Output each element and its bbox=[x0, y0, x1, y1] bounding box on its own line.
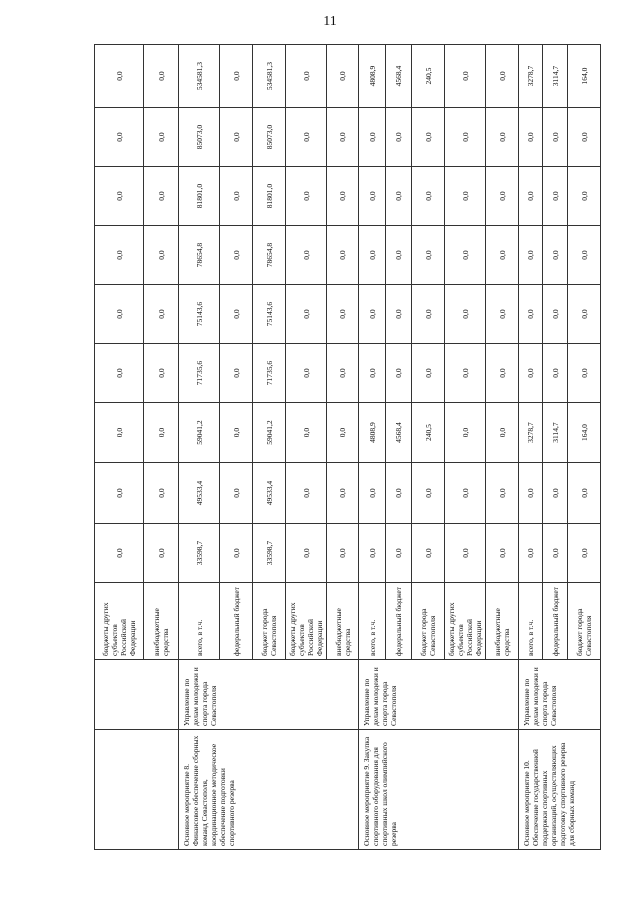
value-cell: 0,0 bbox=[327, 524, 359, 583]
funding-source-cell: внебюджетные средства bbox=[327, 583, 359, 660]
value-cell: 0,0 bbox=[144, 226, 179, 285]
funding-source-cell: бюджет города Севастополя bbox=[253, 583, 286, 660]
value-cell: 0,0 bbox=[386, 108, 412, 167]
value-cell: 33598,7 bbox=[253, 524, 286, 583]
value-cell: 0,0 bbox=[445, 167, 486, 226]
total-value-cell: 0,0 bbox=[95, 45, 144, 108]
value-cell: 0,0 bbox=[286, 167, 327, 226]
value-cell: 0,0 bbox=[445, 463, 486, 524]
total-value-cell: 3114,7 bbox=[543, 45, 568, 108]
value-cell: 0,0 bbox=[445, 108, 486, 167]
value-cell: 0,0 bbox=[144, 463, 179, 524]
value-cell: 0,0 bbox=[327, 344, 359, 403]
value-cell: 0,0 bbox=[519, 285, 543, 344]
responsible-cell: Управление по делам молодежи и спорта города Севастополя bbox=[179, 660, 359, 730]
table-row bbox=[95, 45, 144, 850]
value-cell: 0,0 bbox=[543, 167, 568, 226]
value-cell: 0,0 bbox=[286, 108, 327, 167]
value-cell: 71735,6 bbox=[253, 344, 286, 403]
value-cell: 0,0 bbox=[95, 108, 144, 167]
value-cell: 0,0 bbox=[327, 167, 359, 226]
value-cell: 85073,0 bbox=[179, 108, 220, 167]
value-cell: 0,0 bbox=[412, 167, 445, 226]
value-cell: 0,0 bbox=[486, 524, 519, 583]
value-cell: 0,0 bbox=[412, 226, 445, 285]
value-cell: 0,0 bbox=[445, 285, 486, 344]
value-cell: 0,0 bbox=[286, 285, 327, 344]
budget-table-frame bbox=[94, 45, 593, 850]
value-cell: 0,0 bbox=[220, 344, 253, 403]
value-cell: 0,0 bbox=[359, 285, 386, 344]
value-cell: 0,0 bbox=[144, 108, 179, 167]
funding-source-cell: внебюджетные средства bbox=[144, 583, 179, 660]
total-value-cell: 0,0 bbox=[144, 45, 179, 108]
value-cell: 0,0 bbox=[519, 344, 543, 403]
total-value-cell: 0,0 bbox=[486, 45, 519, 108]
value-cell: 0,0 bbox=[327, 285, 359, 344]
value-cell: 49533,4 bbox=[253, 463, 286, 524]
value-cell: 0,0 bbox=[445, 226, 486, 285]
value-cell: 85073,0 bbox=[253, 108, 286, 167]
value-cell: 0,0 bbox=[519, 524, 543, 583]
value-cell: 81801,0 bbox=[179, 167, 220, 226]
table-row bbox=[359, 45, 386, 850]
value-cell: 0,0 bbox=[95, 167, 144, 226]
page-number: 11 bbox=[323, 14, 337, 29]
responsible-cell: Управление по делам молодежи и спорта города Севастополя bbox=[359, 660, 519, 730]
value-cell: 0,0 bbox=[386, 285, 412, 344]
value-cell: 0,0 bbox=[359, 167, 386, 226]
value-cell: 0,0 bbox=[220, 524, 253, 583]
value-cell: 0,0 bbox=[95, 344, 144, 403]
value-cell: 0,0 bbox=[359, 524, 386, 583]
value-cell: 0,0 bbox=[144, 344, 179, 403]
value-cell: 0,0 bbox=[543, 285, 568, 344]
value-cell: 0,0 bbox=[95, 403, 144, 463]
total-value-cell: 4808,9 bbox=[359, 45, 386, 108]
budget-table bbox=[94, 44, 601, 850]
funding-source-cell: федеральный бюджет bbox=[220, 583, 253, 660]
value-cell: 0,0 bbox=[220, 167, 253, 226]
value-cell: 0,0 bbox=[445, 403, 486, 463]
value-cell: 0,0 bbox=[286, 403, 327, 463]
value-cell: 0,0 bbox=[286, 226, 327, 285]
value-cell: 0,0 bbox=[220, 403, 253, 463]
funding-source-cell: всего, в т.ч. bbox=[179, 583, 220, 660]
value-cell: 0,0 bbox=[220, 463, 253, 524]
value-cell: 0,0 bbox=[519, 226, 543, 285]
value-cell: 0,0 bbox=[359, 344, 386, 403]
responsible-cell bbox=[95, 660, 179, 730]
value-cell: 0,0 bbox=[386, 524, 412, 583]
total-value-cell: 3278,7 bbox=[519, 45, 543, 108]
value-cell: 0,0 bbox=[386, 226, 412, 285]
value-cell: 0,0 bbox=[286, 463, 327, 524]
value-cell: 78654,8 bbox=[253, 226, 286, 285]
value-cell: 0,0 bbox=[568, 524, 601, 583]
value-cell: 0,0 bbox=[220, 108, 253, 167]
funding-source-cell: бюджеты других субъектов Российской Федерации bbox=[445, 583, 486, 660]
value-cell: 0,0 bbox=[327, 226, 359, 285]
value-cell: 0,0 bbox=[144, 285, 179, 344]
value-cell: 0,0 bbox=[486, 403, 519, 463]
value-cell: 0,0 bbox=[359, 108, 386, 167]
value-cell: 164,0 bbox=[568, 403, 601, 463]
value-cell: 0,0 bbox=[519, 108, 543, 167]
value-cell: 78654,8 bbox=[179, 226, 220, 285]
value-cell: 0,0 bbox=[445, 524, 486, 583]
activity-cell: Основное мероприятие 8. Финансовое обеспечение сборных команд Севастополя, координационное методическое обеспечение подготовки спортивного резерва bbox=[179, 730, 359, 850]
value-cell: 0,0 bbox=[95, 226, 144, 285]
responsible-cell: Управление по делам молодежи и спорта города Севастополя bbox=[519, 660, 601, 730]
value-cell: 0,0 bbox=[543, 108, 568, 167]
value-cell: 4808,9 bbox=[359, 403, 386, 463]
value-cell: 4568,4 bbox=[386, 403, 412, 463]
value-cell: 0,0 bbox=[327, 108, 359, 167]
value-cell: 33598,7 bbox=[179, 524, 220, 583]
value-cell: 0,0 bbox=[568, 344, 601, 403]
table-row bbox=[179, 45, 220, 850]
total-value-cell: 0,0 bbox=[220, 45, 253, 108]
total-value-cell: 0,0 bbox=[327, 45, 359, 108]
value-cell: 0,0 bbox=[412, 285, 445, 344]
value-cell: 0,0 bbox=[486, 167, 519, 226]
value-cell: 0,0 bbox=[412, 463, 445, 524]
value-cell: 71735,6 bbox=[179, 344, 220, 403]
funding-source-cell: бюджет города Севастополя bbox=[412, 583, 445, 660]
value-cell: 0,0 bbox=[220, 285, 253, 344]
value-cell: 0,0 bbox=[144, 167, 179, 226]
total-value-cell: 534581,3 bbox=[179, 45, 220, 108]
value-cell: 0,0 bbox=[95, 524, 144, 583]
value-cell: 0,0 bbox=[519, 167, 543, 226]
value-cell: 75143,6 bbox=[253, 285, 286, 344]
funding-source-cell: федеральный бюджет bbox=[386, 583, 412, 660]
value-cell: 0,0 bbox=[486, 344, 519, 403]
value-cell: 59041,2 bbox=[179, 403, 220, 463]
activity-cell: Основное мероприятие 9. Закупка спортивного оборудования для спортивных школ олимпийского резерва bbox=[359, 730, 519, 850]
total-value-cell: 4568,4 bbox=[386, 45, 412, 108]
value-cell: 0,0 bbox=[144, 524, 179, 583]
table-row bbox=[519, 45, 543, 850]
value-cell: 240,5 bbox=[412, 403, 445, 463]
rotated-table-container bbox=[94, 45, 593, 850]
value-cell: 0,0 bbox=[144, 403, 179, 463]
table-body bbox=[95, 45, 601, 850]
value-cell: 0,0 bbox=[543, 226, 568, 285]
funding-source-cell: бюджет города Севастополя bbox=[568, 583, 601, 660]
value-cell: 0,0 bbox=[327, 403, 359, 463]
value-cell: 0,0 bbox=[486, 285, 519, 344]
funding-source-cell: федеральный бюджет bbox=[543, 583, 568, 660]
value-cell: 0,0 bbox=[327, 463, 359, 524]
value-cell: 0,0 bbox=[386, 344, 412, 403]
value-cell: 0,0 bbox=[220, 226, 253, 285]
total-value-cell: 534581,3 bbox=[253, 45, 286, 108]
activity-cell bbox=[95, 730, 179, 850]
value-cell: 0,0 bbox=[359, 226, 386, 285]
value-cell: 3114,7 bbox=[543, 403, 568, 463]
value-cell: 0,0 bbox=[568, 108, 601, 167]
value-cell: 0,0 bbox=[412, 108, 445, 167]
funding-source-cell: всего, в т.ч. bbox=[519, 583, 543, 660]
activity-cell: Основное мероприятие 10. Обеспечение государственной поддержки спортивных организаций, осуществляющих подготовку спортивного резерва для сборных команд bbox=[519, 730, 601, 850]
value-cell: 0,0 bbox=[543, 524, 568, 583]
funding-source-cell: всего, в т.ч. bbox=[359, 583, 386, 660]
total-value-cell: 0,0 bbox=[445, 45, 486, 108]
value-cell: 0,0 bbox=[568, 167, 601, 226]
total-value-cell: 164,0 bbox=[568, 45, 601, 108]
value-cell: 0,0 bbox=[286, 524, 327, 583]
funding-source-cell: бюджеты других субъектов Российской Федерации bbox=[286, 583, 327, 660]
total-value-cell: 0,0 bbox=[286, 45, 327, 108]
value-cell: 0,0 bbox=[286, 344, 327, 403]
value-cell: 0,0 bbox=[543, 463, 568, 524]
value-cell: 0,0 bbox=[386, 463, 412, 524]
value-cell: 0,0 bbox=[412, 524, 445, 583]
value-cell: 0,0 bbox=[412, 344, 445, 403]
total-value-cell: 240,5 bbox=[412, 45, 445, 108]
value-cell: 0,0 bbox=[568, 226, 601, 285]
value-cell: 0,0 bbox=[359, 463, 386, 524]
value-cell: 49533,4 bbox=[179, 463, 220, 524]
value-cell: 0,0 bbox=[543, 344, 568, 403]
value-cell: 0,0 bbox=[486, 108, 519, 167]
value-cell: 0,0 bbox=[486, 463, 519, 524]
funding-source-cell: бюджеты других субъектов Российской Федерации bbox=[95, 583, 144, 660]
funding-source-cell: внебюджетные средства bbox=[486, 583, 519, 660]
value-cell: 0,0 bbox=[386, 167, 412, 226]
value-cell: 75143,6 bbox=[179, 285, 220, 344]
value-cell: 0,0 bbox=[95, 463, 144, 524]
value-cell: 0,0 bbox=[445, 344, 486, 403]
value-cell: 0,0 bbox=[568, 285, 601, 344]
value-cell: 3278,7 bbox=[519, 403, 543, 463]
value-cell: 0,0 bbox=[486, 226, 519, 285]
value-cell: 0,0 bbox=[568, 463, 601, 524]
value-cell: 81801,0 bbox=[253, 167, 286, 226]
value-cell: 0,0 bbox=[519, 463, 543, 524]
value-cell: 0,0 bbox=[95, 285, 144, 344]
value-cell: 59041,2 bbox=[253, 403, 286, 463]
